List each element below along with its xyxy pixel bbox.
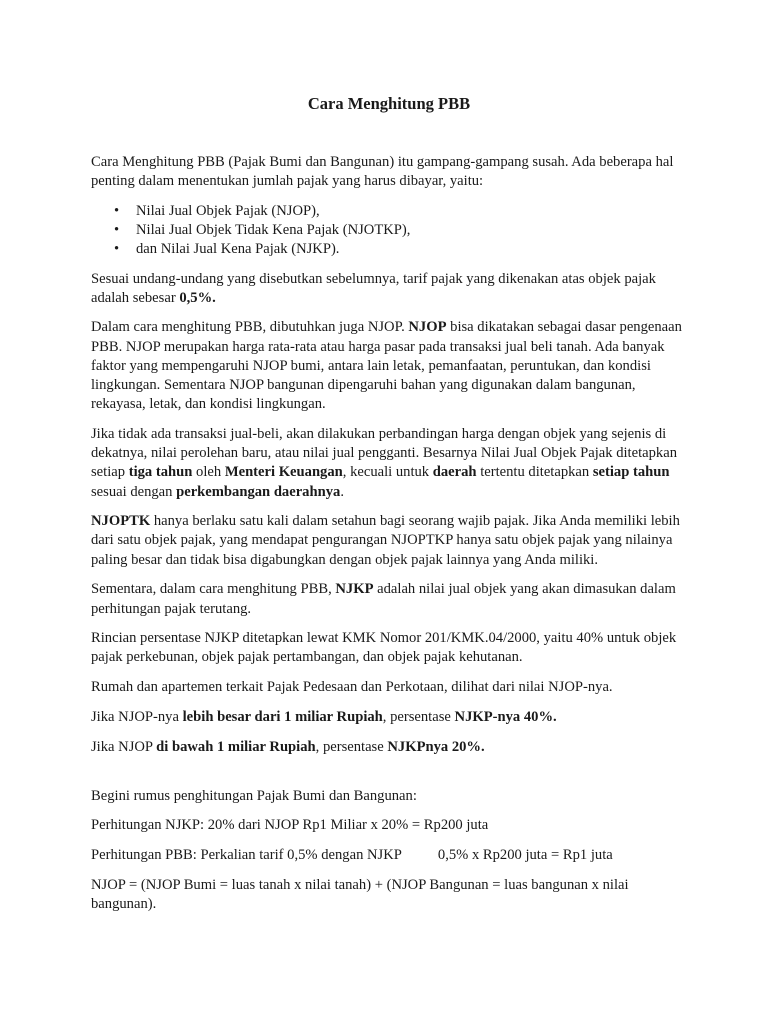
paragraph-rumus-intro: Begini rumus penghitungan Pajak Bumi dan Bangunan: bbox=[91, 787, 417, 804]
paragraph-njkp bbox=[91, 580, 683, 618]
bold-text: NJKPnya 20%. bbox=[387, 738, 485, 755]
paragraph-njoptk bbox=[91, 512, 683, 570]
paragraph-text: Dalam cara menghitung PBB, dibutuhkan juga NJOP. bbox=[91, 319, 409, 336]
paragraph-njop-formula: NJOP = (NJOP Bumi = luas tanah x nilai tanah) + (NJOP Bangunan = luas bangunan x nilai bangunan). bbox=[91, 876, 629, 913]
list-item: • dan Nilai Jual Kena Pajak (NJKP). bbox=[136, 240, 683, 259]
bold-text: NJOP bbox=[408, 319, 447, 336]
list-item: • Nilai Jual Objek Pajak (NJOP), bbox=[136, 202, 683, 221]
paragraph-text: Jika NJOP bbox=[91, 738, 157, 755]
bold-text: lebih besar dari 1 miliar Rupiah bbox=[182, 708, 383, 725]
paragraph-text: sesuai dengan bbox=[91, 483, 177, 500]
paragraph-perhitungan-njkp: Perhitungan NJKP: 20% dari NJOP Rp1 Miliar x 20% = Rp200 juta bbox=[91, 817, 489, 834]
paragraph-text: hanya berlaku satu kali dalam setahun bagi seorang wajib pajak. Jika Anda memiliki lebih dari satu objek pajak, yang mendapat pengurangan NJOPTKP hanya satu objek pajak yang nilainya paling besar dan tidak bisa digabungkan dengan objek pajak lainnya yang Anda miliki. bbox=[91, 513, 680, 568]
paragraph-transaksi bbox=[91, 425, 683, 502]
bold-text: setiap tahun bbox=[592, 464, 670, 481]
bold-text: NJKP bbox=[335, 581, 374, 598]
bold-text: NJOPTK bbox=[91, 513, 151, 530]
document-body bbox=[91, 94, 683, 925]
paragraph-lebih-besar bbox=[91, 708, 683, 727]
paragraph-text: bisa dikatakan sebagai dasar pengenaan PBB. NJOP merupakan harga rata-rata atau harga pasar pada transaksi jual beli tanah. Ada banyak faktor yang mempengaruhi NJOP bumi, antara lain letak, pemanfaatan, peruntukan, dan kondisi lingkungan. Sementara NJOP bangunan dipengaruhi bahan yang digunakan dalam bangunan, rekayasa, letak, dan kondisi lingkungan. bbox=[91, 319, 682, 413]
bold-text: NJKP-nya 40%. bbox=[454, 708, 557, 725]
paragraph-rincian: Rincian persentase NJKP ditetapkan lewat KMK Nomor 201/KMK.04/2000, yaitu 40% untuk objek pajak perkebunan, objek pajak pertambangan, dan objek pajak kehutanan. bbox=[91, 630, 677, 666]
bold-text: perkembangan daerahnya bbox=[176, 483, 341, 500]
paragraph-njop bbox=[91, 318, 683, 414]
intro-paragraph: Cara Menghitung PBB (Pajak Bumi dan Bangunan) itu gampang-gampang susah. Ada beberapa hal penting dalam menentukan jumlah pajak yang harus dibayar, yaitu: bbox=[91, 154, 674, 190]
paragraph-text: Jika tidak ada transaksi jual-beli, akan dilakukan perbandingan harga dengan objek yang sejenis di dekatnya, nilai perolehan baru, atau nilai jual pengganti. Besarnya Nilai Jual Objek Pajak ditetapkan setiap bbox=[91, 425, 677, 481]
paragraph-text: , persentase bbox=[315, 738, 388, 755]
paragraph-text: . bbox=[340, 483, 344, 500]
bold-text: tiga tahun bbox=[128, 464, 193, 481]
paragraph-text: adalah nilai jual objek yang akan dimasukan dalam perhitungan pajak terutang. bbox=[91, 581, 676, 617]
bullet-list bbox=[91, 202, 683, 260]
paragraph-text: Jika NJOP-nya bbox=[91, 708, 183, 725]
paragraph-tarif bbox=[91, 270, 683, 308]
bold-text: daerah bbox=[432, 464, 477, 481]
paragraph-text: Sementara, dalam cara menghitung PBB, bbox=[91, 581, 336, 598]
paragraph-text: tertentu ditetapkan bbox=[476, 464, 593, 481]
bold-text: Menteri Keuangan bbox=[224, 464, 343, 481]
paragraph-di-bawah bbox=[91, 738, 683, 757]
list-item: • Nilai Jual Objek Tidak Kena Pajak (NJOTKP), bbox=[136, 221, 683, 240]
paragraph-text: Perhitungan PBB: Perkalian tarif 0,5% dengan NJKP bbox=[91, 847, 402, 864]
paragraph-text: , persentase bbox=[382, 708, 455, 725]
bold-text: 0,5%. bbox=[179, 289, 216, 306]
document-title: Cara Menghitung PBB bbox=[307, 94, 471, 113]
paragraph-perhitungan-pbb bbox=[91, 846, 683, 865]
paragraph-text: 0,5% x Rp200 juta = Rp1 juta bbox=[437, 847, 613, 864]
paragraph-text: oleh bbox=[192, 464, 225, 481]
paragraph-text: , kecuali untuk bbox=[342, 464, 433, 481]
paragraph-rumah: Rumah dan apartemen terkait Pajak Pedesaan dan Perkotaan, dilihat dari nilai NJOP-nya. bbox=[91, 679, 613, 696]
paragraph-text: Sesuai undang-undang yang disebutkan sebelumnya, tarif pajak yang dikenakan atas objek pajak adalah sebesar bbox=[91, 270, 656, 306]
bold-text: di bawah 1 miliar Rupiah bbox=[156, 738, 316, 755]
